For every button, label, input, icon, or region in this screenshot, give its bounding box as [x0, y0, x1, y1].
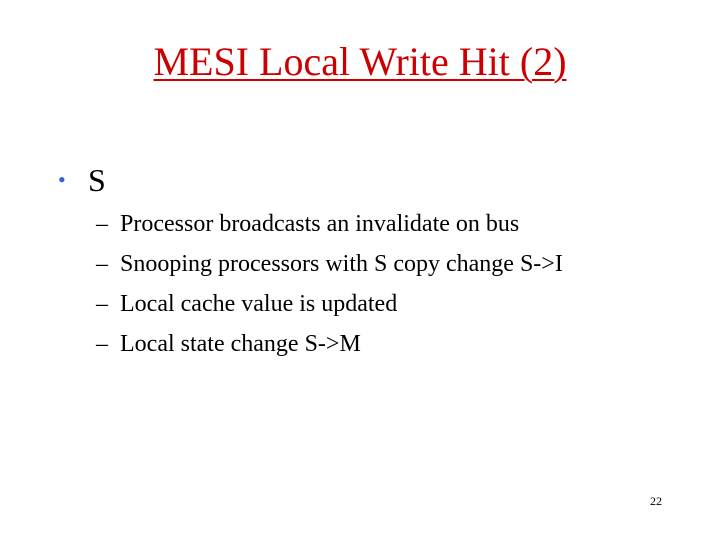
sub-bullet-marker: –	[96, 331, 108, 357]
sub-bullet-marker: –	[96, 251, 108, 277]
sub-bullet-text: Processor broadcasts an invalidate on bus	[120, 211, 520, 237]
slide-title: MESI Local Write Hit (2)	[153, 39, 567, 84]
sub-bullet-item	[96, 204, 563, 244]
bullet-item	[58, 160, 106, 200]
sub-bullet-item	[96, 284, 563, 324]
sub-bullet-list	[96, 204, 563, 364]
bullet-text: S	[88, 162, 106, 198]
sub-bullet-marker: –	[96, 291, 108, 317]
bullet-marker: •	[58, 167, 66, 192]
page-number: 22	[650, 494, 662, 508]
sub-bullet-item	[96, 324, 563, 364]
sub-bullet-text: Local state change S->M	[120, 331, 361, 357]
sub-bullet-text: Local cache value is updated	[120, 291, 398, 317]
sub-bullet-text: Snooping processors with S copy change S->I	[120, 251, 563, 277]
sub-bullet-marker: –	[96, 211, 108, 237]
sub-bullet-item	[96, 244, 563, 284]
